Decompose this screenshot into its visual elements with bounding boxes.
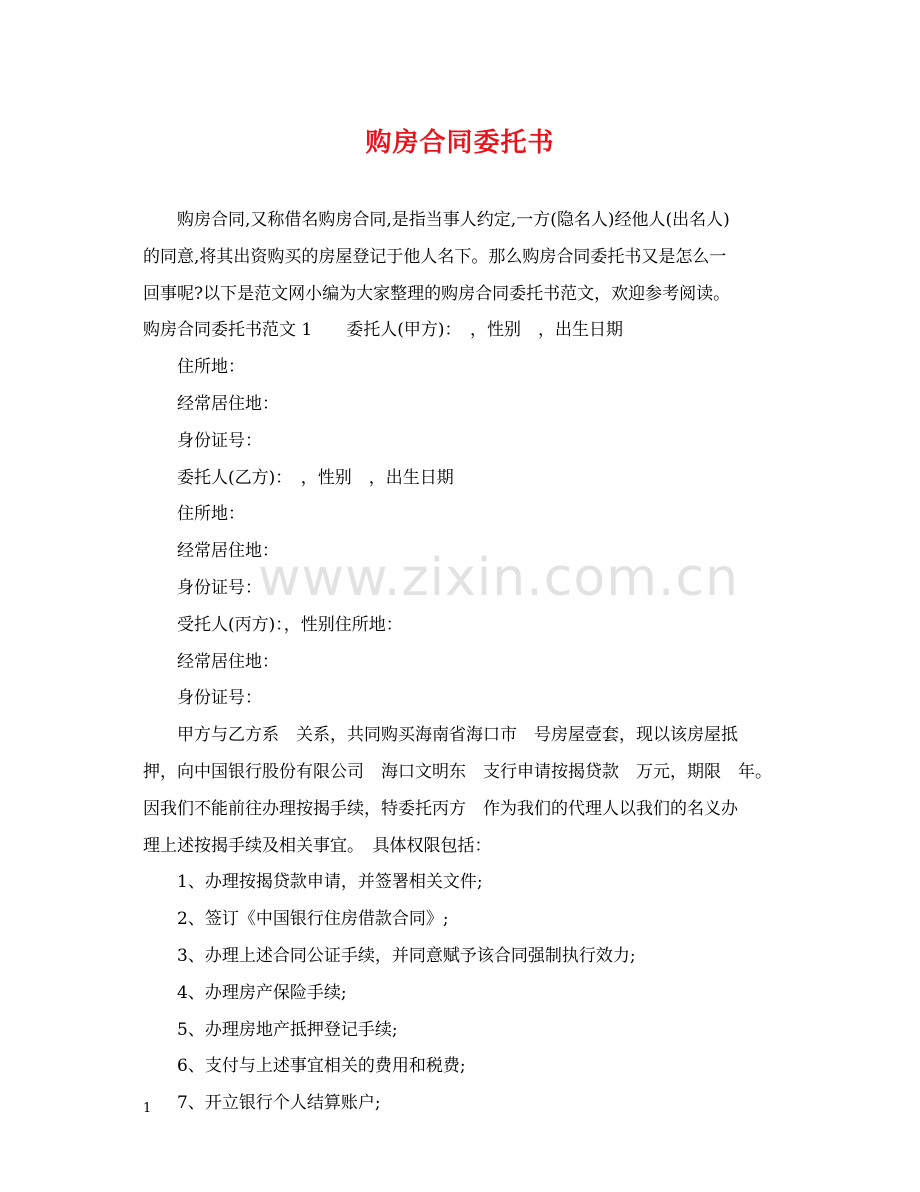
document-body [143,202,783,1122]
intro-line-1: 购房合同,又称借名购房合同,是指当事人约定,一方(隐名人)经他人(出名人) [177,210,730,230]
party-b-line: 委托人(乙方)： ，性别 ，出生日期 [177,467,454,488]
page-number: 1 [143,1101,152,1116]
intro-line-2: 的同意,将其出资购买的房屋登记于他人名下。那么购房合同委托书又是怎么一 [143,246,727,267]
party-a-address: 住所地： [177,357,245,378]
list-item: 1、办理按揭贷款申请，并签署相关文件; [177,872,483,893]
watermark: www.zixin.com.cn [258,548,739,608]
list-item: 2、签订《中国银行住房借款合同》; [177,909,449,930]
party-c-id: 身份证号： [177,688,262,709]
list-item: 5、办理房地产抵押登记手续; [177,1019,398,1040]
party-a-residence: 经常居住地： [177,393,279,414]
list-item: 6、支付与上述事宜相关的费用和税费; [177,1056,466,1077]
list-item: 7、开立银行个人结算账户; [177,1093,381,1114]
intro-line-3: 回事呢?以下是范文网小编为大家整理的购房合同委托书范文，欢迎参考阅读。 [143,283,731,304]
document-title: 购房合同委托书 [365,128,555,158]
authorization-line-4: 理上述按揭手续及相关事宜。 具体权限包括： [143,835,492,856]
party-b-residence: 经常居住地： [177,541,279,562]
sample-heading-line: 购房合同委托书范文 1 委托人(甲方)： ，性别 ，出生日期 [143,320,623,341]
party-c-residence: 经常居住地： [177,651,279,672]
list-item: 4、办理房产保险手续; [177,982,347,1003]
authorization-line-2: 押，向中国银行股份有限公司 海口文明东 支行申请按揭贷款 万元，期限 年。 [143,761,772,782]
party-c-line: 受托人(丙方)：，性别住所地： [177,614,403,635]
party-a-id: 身份证号： [177,430,262,451]
party-b-id: 身份证号： [177,577,262,598]
party-b-address: 住所地： [177,504,245,525]
authorization-line-3: 因我们不能前往办理按揭手续，特委托丙方 作为我们的代理人以我们的名义办 [143,798,738,819]
list-item: 3、办理上述合同公证手续，并同意赋予该合同强制执行效力; [177,945,636,966]
authorization-line-1: 甲方与乙方系 关系，共同购买海南省海口市 号房屋壹套，现以该房屋抵 [177,725,738,746]
